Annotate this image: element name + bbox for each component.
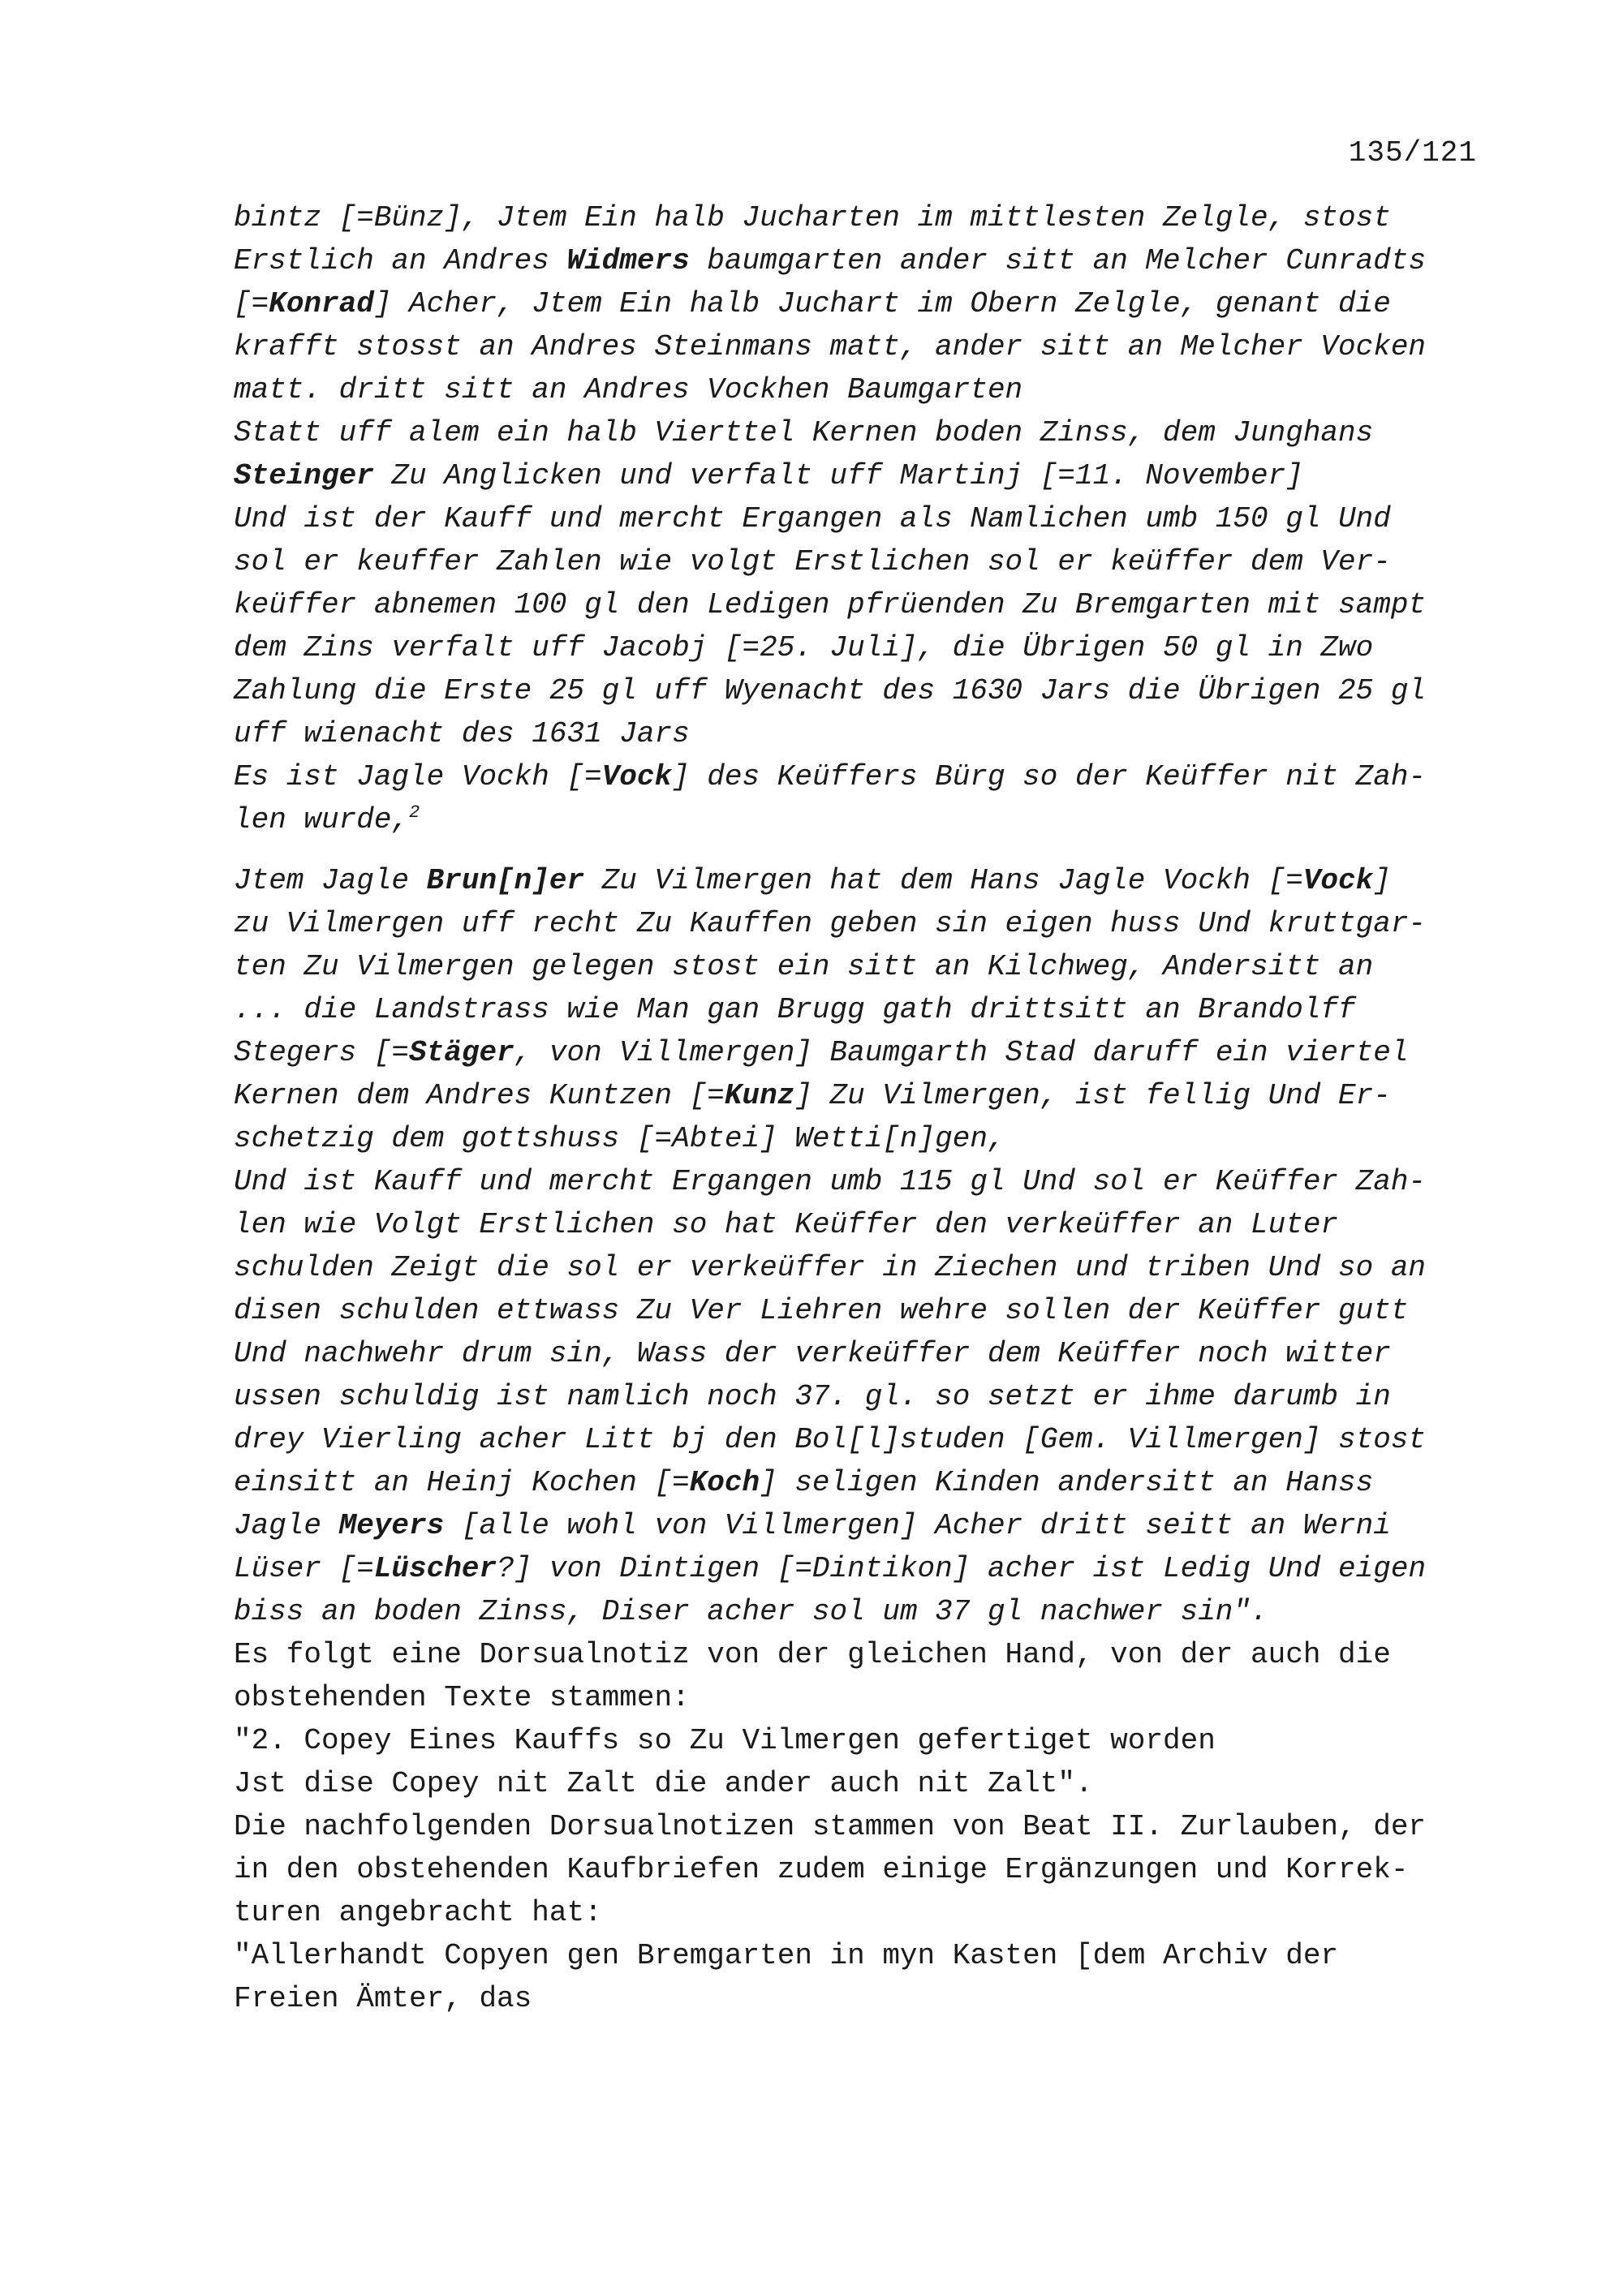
text-line xyxy=(234,411,1500,454)
bold-name: Vock xyxy=(1302,864,1374,897)
text-line xyxy=(234,988,1500,1031)
text-line xyxy=(234,1848,1500,1891)
text-line xyxy=(234,454,1500,497)
text-line xyxy=(234,1074,1500,1117)
text-line xyxy=(234,1332,1500,1375)
italic-text: biss an boden Zinss, Diser acher sol um 37 gl nachwer sin". xyxy=(234,1595,1268,1628)
text-line xyxy=(234,1203,1500,1246)
text-line xyxy=(234,1375,1500,1418)
text-line xyxy=(234,1633,1500,1676)
italic-text: Zu Anglicken und verfalt uff Martinj [=11. November] xyxy=(373,459,1303,492)
italic-text: Lüser [= xyxy=(234,1552,374,1585)
text-line xyxy=(234,1117,1500,1160)
italic-text: , von Villmergen] Baumgarth Stad daruff ein viertel xyxy=(514,1036,1409,1069)
plain-text: in den obstehenden Kaufbriefen zudem einige Ergänzungen und Korrek- xyxy=(234,1853,1409,1886)
text-line xyxy=(234,1547,1500,1590)
italic-text: baumgarten ander sitt an Melcher Cunradts xyxy=(689,244,1427,277)
text-line xyxy=(234,1934,1500,1977)
document-body xyxy=(234,196,1500,2020)
text-line xyxy=(234,325,1500,368)
text-line xyxy=(234,1719,1500,1762)
italic-text: Es ist Jagle Vockh [= xyxy=(234,760,602,793)
plain-text: turen angebracht hat: xyxy=(234,1896,602,1929)
italic-text: ] xyxy=(1373,864,1391,897)
bold-name: Lüscher xyxy=(373,1552,497,1585)
text-line xyxy=(234,1504,1500,1547)
bold-name: Brun[n]er xyxy=(426,864,585,897)
text-line xyxy=(234,1160,1500,1203)
text-line xyxy=(234,1977,1500,2020)
italic-text: schetzig dem gottshuss [=Abtei] Wetti[n]gen, xyxy=(234,1122,1005,1155)
italic-text: Stegers [= xyxy=(234,1036,410,1069)
italic-text: Und ist der Kauff und mercht Ergangen als Namlichen umb 150 gl Und xyxy=(234,502,1391,535)
text-line xyxy=(234,1805,1500,1848)
italic-text: Und nachwehr drum sin, Wass der verkeüffer dem Keüffer noch witter xyxy=(234,1337,1391,1370)
plain-text: "Allerhandt Copyen gen Bremgarten in myn Kasten [dem Archiv der xyxy=(234,1939,1339,1972)
italic-text: ... die Landstrass wie Man gan Brugg gath drittsitt an Brandolff xyxy=(234,993,1356,1026)
italic-text: Kernen dem Andres Kuntzen [= xyxy=(234,1079,725,1112)
text-line xyxy=(234,282,1500,325)
text-line xyxy=(234,626,1500,669)
text-line xyxy=(234,1461,1500,1504)
italic-text: uff wienacht des 1631 Jars xyxy=(234,717,690,750)
bold-name: Koch xyxy=(689,1466,760,1499)
bold-name: Kunz xyxy=(724,1079,795,1112)
bold-name: Steinger xyxy=(234,459,374,492)
italic-text: drey Vierling acher Litt bj den Bol[l]studen [Gem. Villmergen] stost xyxy=(234,1423,1427,1456)
text-line xyxy=(234,540,1500,583)
italic-text: len wie Volgt Erstlichen so hat Keüffer den verkeüffer an Luter xyxy=(234,1208,1339,1241)
text-line xyxy=(234,1031,1500,1074)
italic-text: ] des Keüffers Bürg so der Keüffer nit Zah- xyxy=(672,760,1427,793)
text-line xyxy=(234,1676,1500,1719)
text-line xyxy=(234,1246,1500,1289)
text-line xyxy=(234,497,1500,540)
italic-text: ] Acher, Jtem Ein halb Juchart im Obern Zelgle, genant die xyxy=(373,287,1391,320)
italic-text: [= xyxy=(234,287,269,320)
italic-text: len wurde, xyxy=(234,803,410,836)
paragraph-gap xyxy=(234,841,1500,859)
italic-text: Jtem Jagle xyxy=(234,864,427,897)
italic-text: Erstlich an Andres xyxy=(234,244,567,277)
text-line xyxy=(234,583,1500,626)
plain-text: obstehenden Texte stammen: xyxy=(234,1681,690,1714)
italic-text: keüffer abnemen 100 gl den Ledigen pfrüenden Zu Bremgarten mit sampt xyxy=(234,588,1427,621)
bold-name: Vock xyxy=(601,760,673,793)
plain-text: "2. Copey Eines Kauffs so Zu Vilmergen gefertiget worden xyxy=(234,1724,1216,1757)
italic-text: sol er keuffer Zahlen wie volgt Erstlichen sol er keüffer dem Ver- xyxy=(234,545,1391,578)
italic-text: Zahlung die Erste 25 gl uff Wyenacht des 1630 Jars die Übrigen 25 gl xyxy=(234,674,1427,707)
italic-text: ?] von Dintigen [=Dintikon] acher ist Ledig Und eigen xyxy=(497,1552,1427,1585)
bold-name: Meyers xyxy=(338,1509,445,1542)
text-line xyxy=(234,1590,1500,1633)
text-line xyxy=(234,368,1500,411)
text-line xyxy=(234,1891,1500,1934)
text-line xyxy=(234,1289,1500,1332)
page-number: 135/121 xyxy=(1348,136,1477,170)
italic-text: ] seligen Kinden andersitt an Hanss xyxy=(760,1466,1374,1499)
text-line xyxy=(234,859,1500,902)
bold-name: Widmers xyxy=(566,244,690,277)
italic-text: Zu Vilmergen hat dem Hans Jagle Vockh [= xyxy=(584,864,1303,897)
italic-text: [alle wohl von Villmergen] Acher dritt seitt an Werni xyxy=(444,1509,1391,1542)
plain-text: Jst dise Copey nit Zalt die ander auch nit Zalt". xyxy=(234,1767,1093,1800)
bold-name: Konrad xyxy=(269,287,374,320)
text-line xyxy=(234,1418,1500,1461)
bold-name: Stäger xyxy=(409,1036,514,1069)
text-line xyxy=(234,239,1500,282)
plain-text: Es folgt eine Dorsualnotiz von der gleichen Hand, von der auch die xyxy=(234,1638,1391,1671)
text-line xyxy=(234,196,1500,239)
italic-text: ten Zu Vilmergen gelegen stost ein sitt an Kilchweg, Andersitt an xyxy=(234,950,1374,983)
footnote-marker: 2 xyxy=(409,802,420,823)
italic-text: ] Zu Vilmergen, ist fellig Und Er- xyxy=(794,1079,1391,1112)
text-line xyxy=(234,902,1500,945)
italic-text: schulden Zeigt die sol er verkeüffer in Ziechen und triben Und so an xyxy=(234,1251,1427,1284)
text-line xyxy=(234,669,1500,712)
text-line xyxy=(234,1762,1500,1805)
italic-text: Jagle xyxy=(234,1509,339,1542)
italic-text: krafft stosst an Andres Steinmans matt, ander sitt an Melcher Vocken xyxy=(234,330,1427,363)
plain-text: Die nachfolgenden Dorsualnotizen stammen von Beat II. Zurlauben, der xyxy=(234,1810,1427,1843)
text-line xyxy=(234,945,1500,988)
italic-text: ussen schuldig ist namlich noch 37. gl. so setzt er ihme darumb in xyxy=(234,1380,1391,1413)
text-line xyxy=(234,712,1500,755)
italic-text: Statt uff alem ein halb Vierttel Kernen boden Zinss, dem Junghans xyxy=(234,416,1374,449)
italic-text: disen schulden ettwass Zu Ver Liehren wehre sollen der Keüffer gutt xyxy=(234,1294,1409,1327)
italic-text: Und ist Kauff und mercht Ergangen umb 115 gl Und sol er Keüffer Zah- xyxy=(234,1165,1427,1198)
text-line xyxy=(234,755,1500,798)
italic-text: bintz [=Bünz], Jtem Ein halb Jucharten im mittlesten Zelgle, stost xyxy=(234,201,1391,234)
italic-text: dem Zins verfalt uff Jacobj [=25. Juli], die Übrigen 50 gl in Zwo xyxy=(234,631,1374,664)
italic-text: matt. dritt sitt an Andres Vockhen Baumgarten xyxy=(234,373,1023,406)
plain-text: Freien Ämter, das xyxy=(234,1982,532,2015)
italic-text: zu Vilmergen uff recht Zu Kauffen geben sin eigen huss Und kruttgar- xyxy=(234,907,1427,940)
italic-text: einsitt an Heinj Kochen [= xyxy=(234,1466,690,1499)
text-line xyxy=(234,798,1500,841)
